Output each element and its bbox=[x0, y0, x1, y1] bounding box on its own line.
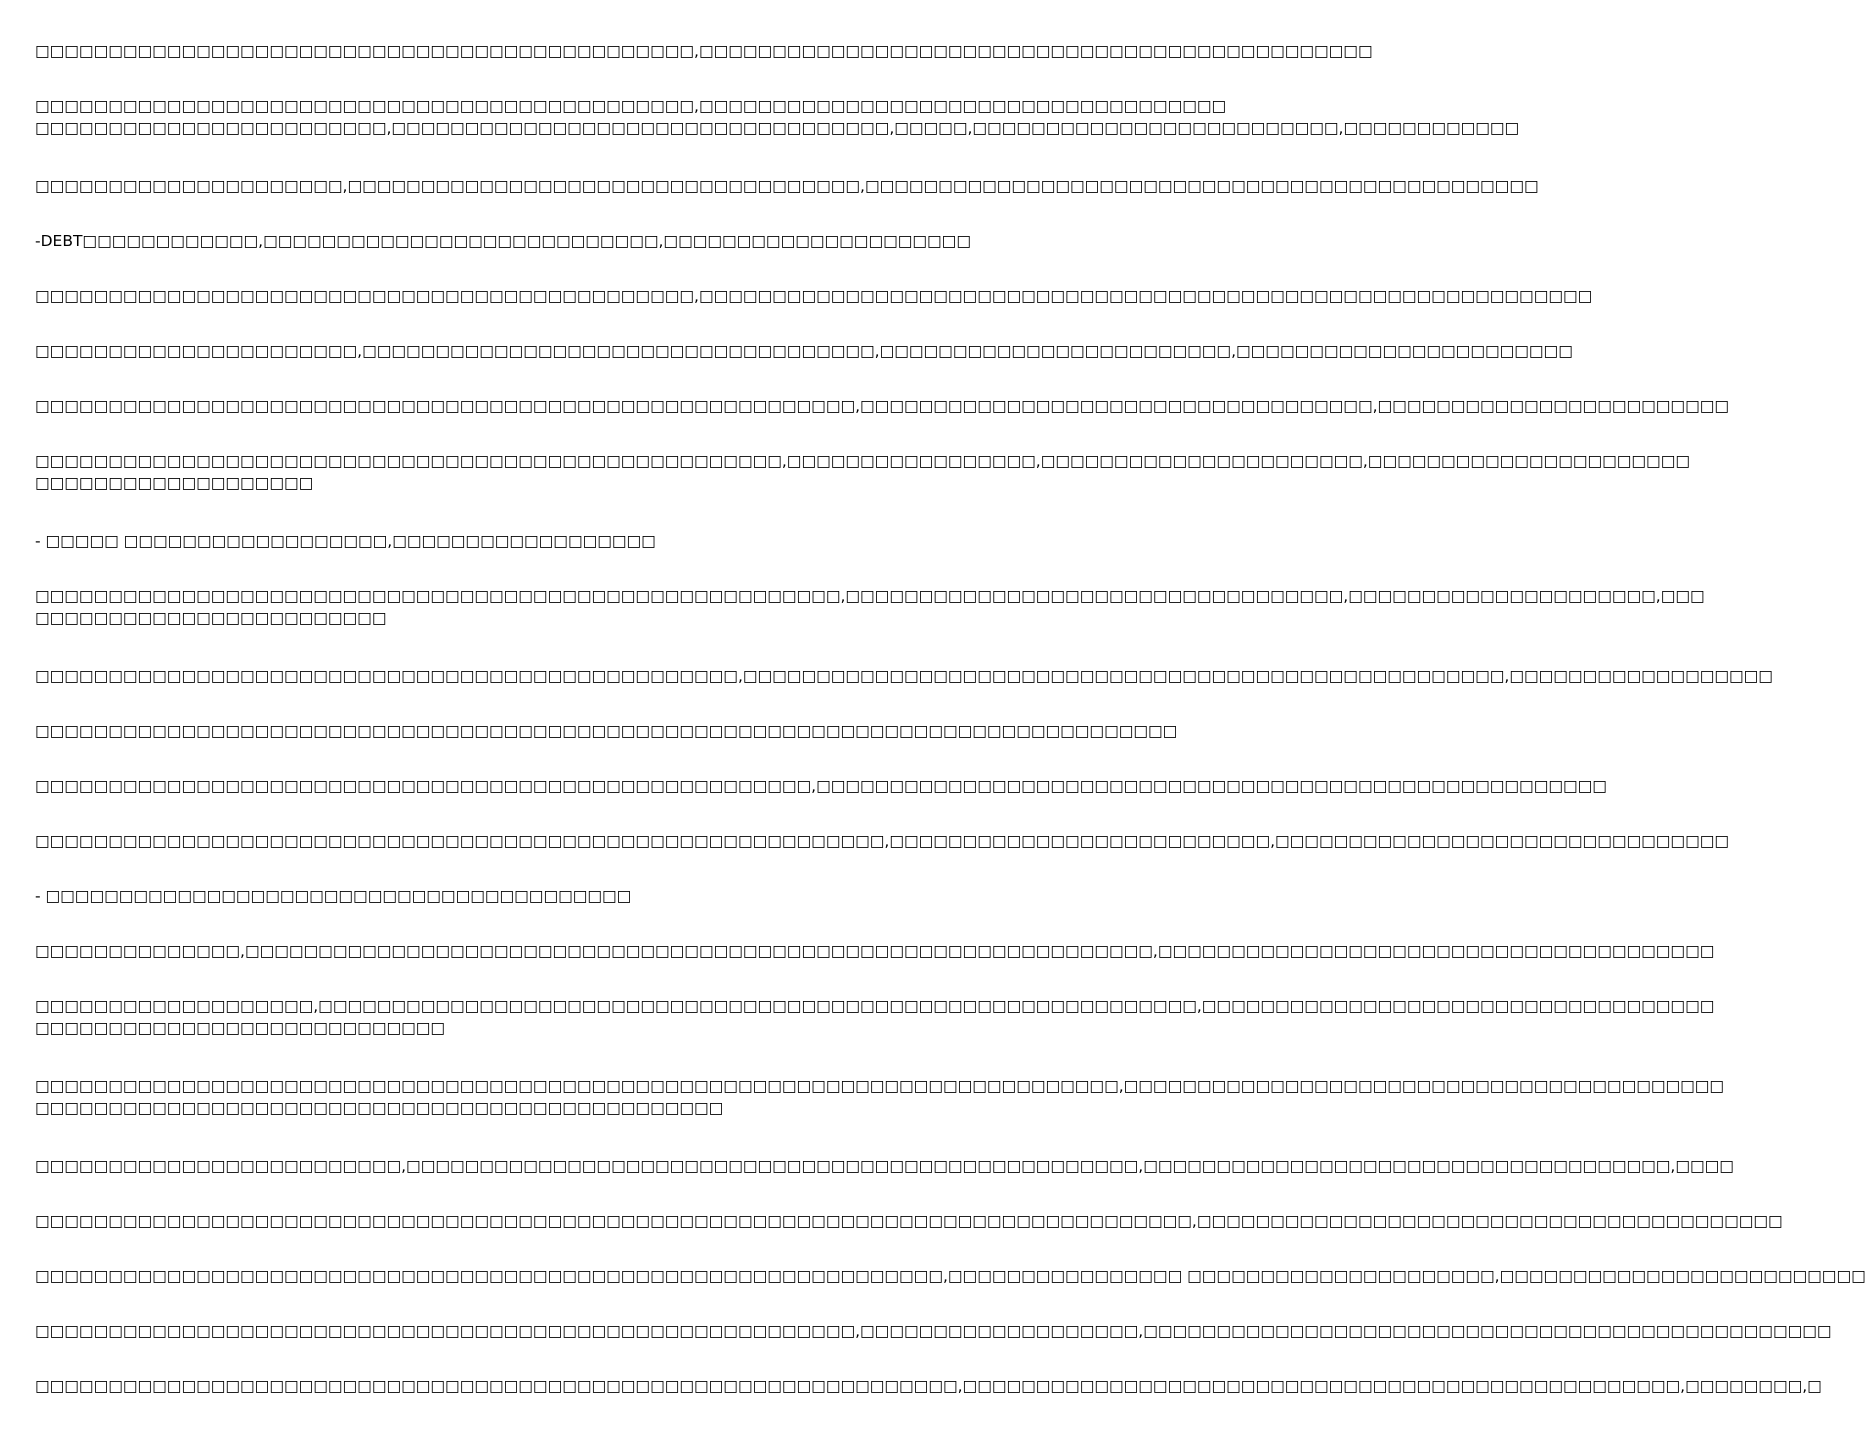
paragraph bbox=[35, 230, 989, 252]
paragraph-line: □□□□□□□□□□□□□□□□□□□,□□□□□□□□□□□□□□□□□□□□□□□□□□□□□□□□□□□□□□□□□□□□□□□□□□□□□□□□□□□□,□□□□□□□□□□□□□□□□□□□□□□□□□□□□□□□□□□□ bbox=[35, 997, 1715, 1015]
paragraph-line: □□□□□□□□□□□□□□□□□□□□□□□□□□□□□□□□□□□□□□□□□□□□□□□□□□□□□□□□□□□□□□□□□□□□□□□□□□□□□□ bbox=[35, 722, 1178, 740]
paragraph-line: - □□□□□ □□□□□□□□□□□□□□□□□□,□□□□□□□□□□□□□□□□□□ bbox=[35, 532, 656, 550]
paragraph-line: □□□□□□□□□□□□□□,□□□□□□□□□□□□□□□□□□□□□□□□□□□□□□□□□□□□□□□□□□□□□□□□□□□□□□□□□□□□□□,□□□□□□□□□□□□□□□□□□□□□□□□□□□□□□□□□□□□□□ bbox=[35, 942, 1715, 960]
paragraph-line: □□□□□□□□□□□□□□□□□□□□□□□□□□□□□□□□□□□□□□□□□□□□□□□□□□□,□□□□□□□□□□□□□□□□□,□□□□□□□□□□□□□□□□□□□□□□,□□□□□□□□□□□□□□□□□□□□□□ bbox=[35, 452, 1690, 470]
paragraph-line: □□□□□□□□□□□□□□□□□□□□□□□□□□□□□□□□□□□□□□□□□□□□□□□□□□□□□□□□□□□□□□□,□□□□□□□□□□□□□□□□□□□□□□□□□□□□□□□□□□□□□□□□□□□□□□□□□,□□□□□□□□,□ bbox=[35, 1377, 1822, 1395]
paragraph-line: □□□□□□□□□□□□□□□□□□□□□□□□□□□□□□□□□□□□□□□□□□□□□□□□□□□□□□□□□□□□□□,□□□□□□□□□□□□□□□□ □□□□□□□□□□□□□□□□□□□□□,□□□□□□□□□□□□□□□□□□□□□□□□□ bbox=[35, 1267, 1866, 1285]
paragraph-line: □□□□□□□□□□□□□□□□□□□□□□□□□□□□ bbox=[35, 1019, 446, 1037]
paragraph bbox=[35, 175, 1539, 197]
paragraph bbox=[35, 530, 989, 552]
paragraph bbox=[35, 1210, 1783, 1232]
paragraph-line: □□□□□□□□□□□□□□□□□□□□□□□□□□□□□□□□□□□□□□□□□□□□□□□ bbox=[35, 1099, 724, 1117]
paragraph bbox=[35, 1320, 1832, 1342]
paragraph-line: □□□□□□□□□□□□□□□□□□□□□□□□□,□□□□□□□□□□□□□□□□□□□□□□□□□□□□□□□□□□□□□□□□□□□□□□□□□□,□□□□□□□□□□□□□□□□□□□□□□□□□□□□□□□□□□□□,□□□□ bbox=[35, 1157, 1734, 1175]
paragraph bbox=[35, 1265, 1866, 1287]
paragraph-line: -DEBT□□□□□□□□□□□□,□□□□□□□□□□□□□□□□□□□□□□□□□□□,□□□□□□□□□□□□□□□□□□□□□ bbox=[35, 232, 971, 250]
paragraph bbox=[35, 1375, 1822, 1397]
paragraph-line: □□□□□□□□□□□□□□□□□□□□□□□□□□□□□□□□□□□□□□□□□□□□□□□□□□□□□,□□□□□□□□□□□□□□□□□□□□□□□□□□□□□□□□□□□□□□□□□□□□□□□□□□□□□□ bbox=[35, 777, 1607, 795]
paragraph-line: □□□□□□□□□□□□□□□□□□□□□□□□,□□□□□□□□□□□□□□□□□□□□□□□□□□□□□□□□□□,□□□□□,□□□□□□□□□□□□□□□□□□□□□□□□□,□□□□□□□□□□□□ bbox=[35, 119, 1520, 137]
paragraph-line: □□□□□□□□□□□□□□□□□□□ bbox=[35, 474, 314, 492]
paragraph bbox=[35, 395, 1730, 417]
paragraph-line: □□□□□□□□□□□□□□□□□□□□□□□□□□□□□□□□□□□□□□□□□□□□□□□□□□□□□□□□□□□□□□□□□□□□□□□□□□□□□□□,□□□□□□□□□□□□□□□□□□□□□□□□□□□□□□□□□□□□□□□□ bbox=[35, 1212, 1783, 1230]
paragraph bbox=[35, 775, 1607, 797]
paragraph-line: □□□□□□□□□□□□□□□□□□□□□□□□□□□□□□□□□□□□□□□□□□□□□□□□□□□□□□□,□□□□□□□□□□□□□□□□□□□□□□□□□□□□□□□□□□,□□□□□□□□□□□□□□□□□□□□□,□□□ bbox=[35, 587, 1705, 605]
paragraph-line: □□□□□□□□□□□□□□□□□□□□□□□□□□□□□□□□□□□□□□□□□□□□□□□□□□□□□□□□□□□□□□□□□□□□□□□□□□,□□□□□□□□□□□□□□□□□□□□□□□□□□□□□□□□□□□□□□□□□ bbox=[35, 1077, 1725, 1095]
paragraph-line: □□□□□□□□□□□□□□□□□□□□□□□□□□□□□□□□□□□□□□□□□□□□□□□□,□□□□□□□□□□□□□□□□□□□□□□□□□□□□□□□□□□□□□□□□□□□□□□□□□□□□,□□□□□□□□□□□□□□□□□□ bbox=[35, 667, 1773, 685]
paragraph-line: □□□□□□□□□□□□□□□□□□□□□□□□□□□□□□□□□□□□□□□□□□□□□,□□□□□□□□□□□□□□□□□□□□□□□□□□□□□□□□□□□□□□□□□□□□□□ bbox=[35, 42, 1373, 60]
paragraph bbox=[35, 285, 1593, 307]
paragraph-line: □□□□□□□□□□□□□□□□□□□□□,□□□□□□□□□□□□□□□□□□□□□□□□□□□□□□□□□□□,□□□□□□□□□□□□□□□□□□□□□□□□□□□□□□□□□□□□□□□□□□□□□□ bbox=[35, 177, 1539, 195]
paragraph-line: □□□□□□□□□□□□□□□□□□□□□□,□□□□□□□□□□□□□□□□□□□□□□□□□□□□□□□□□□□,□□□□□□□□□□□□□□□□□□□□□□□□,□□□□□□□□□□□□□□□□□□□□□□□ bbox=[35, 342, 1573, 360]
paragraph bbox=[35, 95, 1520, 139]
paragraph-line: - □□□□□□□□□□□□□□□□□□□□□□□□□□□□□□□□□□□□□□□□ bbox=[35, 887, 632, 905]
paragraph bbox=[35, 830, 1730, 852]
paragraph bbox=[35, 885, 989, 907]
paragraph bbox=[35, 940, 1715, 962]
paragraph bbox=[35, 995, 1715, 1039]
paragraph-line: □□□□□□□□□□□□□□□□□□□□□□□□□□□□□□□□□□□□□□□□□□□□□□□□□□□□□□□□,□□□□□□□□□□□□□□□□□□□,□□□□□□□□□□□□□□□□□□□□□□□□□□□□□□□□□□□□□□□□□□□□□□□ bbox=[35, 1322, 1832, 1340]
paragraph-line: □□□□□□□□□□□□□□□□□□□□□□□□□□□□□□□□□□□□□□□□□□□□□□□□□□□□□□□□□□,□□□□□□□□□□□□□□□□□□□□□□□□□□,□□□□□□□□□□□□□□□□□□□□□□□□□□□□□□□ bbox=[35, 832, 1730, 850]
document-page bbox=[35, 40, 1866, 1440]
paragraph bbox=[35, 1155, 1734, 1177]
paragraph bbox=[35, 720, 1178, 742]
paragraph-line: □□□□□□□□□□□□□□□□□□□□□□□□□□□□□□□□□□□□□□□□□□□□□,□□□□□□□□□□□□□□□□□□□□□□□□□□□□□□□□□□□□ bbox=[35, 97, 1227, 115]
paragraph-line: □□□□□□□□□□□□□□□□□□□□□□□□□□□□□□□□□□□□□□□□□□□□□□□□□□□□□□□□,□□□□□□□□□□□□□□□□□□□□□□□□□□□□□□□□□□□,□□□□□□□□□□□□□□□□□□□□□□□□ bbox=[35, 397, 1730, 415]
paragraph bbox=[35, 40, 1373, 62]
paragraph bbox=[35, 585, 1705, 629]
paragraph bbox=[35, 1075, 1725, 1119]
paragraph bbox=[35, 450, 1690, 494]
paragraph bbox=[35, 665, 1773, 687]
paragraph-line: □□□□□□□□□□□□□□□□□□□□□□□□ bbox=[35, 609, 387, 627]
paragraph-line: □□□□□□□□□□□□□□□□□□□□□□□□□□□□□□□□□□□□□□□□□□□□□,□□□□□□□□□□□□□□□□□□□□□□□□□□□□□□□□□□□□□□□□□□□□□□□□□□□□□□□□□□□□□ bbox=[35, 287, 1593, 305]
paragraph bbox=[35, 340, 1573, 362]
